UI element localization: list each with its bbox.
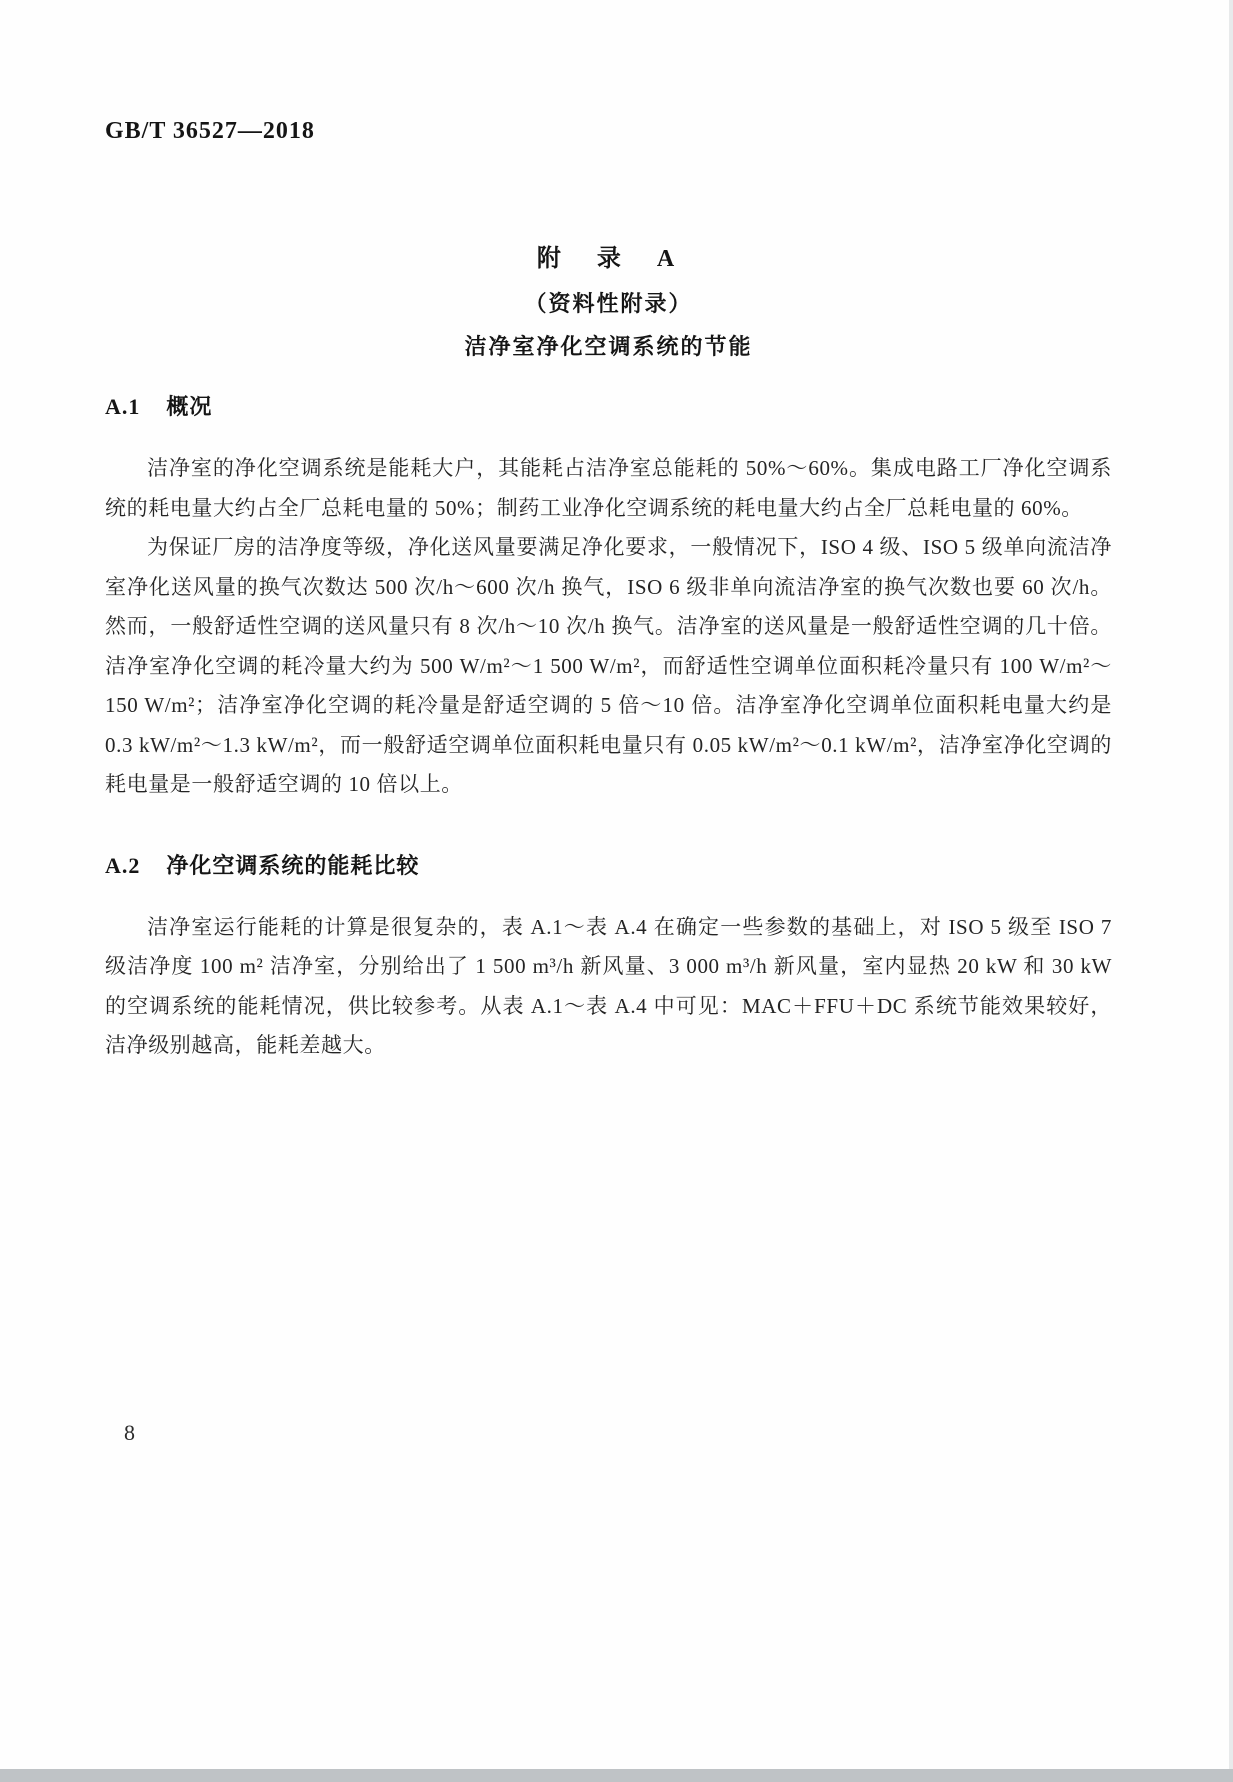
paragraph: 洁净室运行能耗的计算是很复杂的，表 A.1～表 A.4 在确定一些参数的基础上，对 ISO 5 级至 ISO 7 级洁净度 100 m² 洁净室，分别给出了 1 500 m³/h 新风量、3 000 m³/h 新风量，室内显热 20 kW 和 30 kW 的空调系统的能耗情况，供比较参考。从表 A.1～表 A.4 中可见：MAC＋FFU＋DC 系统节能效果较好，洁净级别越高，能耗差越大。 [105, 914, 1112, 1057]
document-body [105, 390, 1112, 1066]
appendix-subtitle: （资料性附录） [524, 291, 693, 316]
standard-number: GB/T 36527—2018 [105, 118, 315, 144]
section-heading-a2 [105, 849, 1112, 880]
section-heading-a1 [105, 390, 1112, 421]
section-title: 净化空调系统的能耗比较 [166, 852, 420, 878]
section-title: 概况 [166, 394, 213, 419]
appendix-title: 附 录 A [536, 246, 681, 272]
page-number: 8 [124, 1420, 135, 1445]
scan-edge-strip [0, 1769, 1233, 1782]
scan-edge-shade [1229, 0, 1233, 1782]
paragraph: 为保证厂房的洁净度等级，净化送风量要满足净化要求，一般情况下，ISO 4 级、ISO 5 级单向流洁净室净化送风量的换气次数达 500 次/h～600 次/h 换气，ISO 6 级非单向流洁净室的换气次数也要 60 次/h。然而，一般舒适性空调的送风量只有 8 次/h～10 次/h 换气。洁净室的送风量是一般舒适性空调的几十倍。洁净室净化空调的耗冷量大约为 500 W/m²～1 500 W/m²，而舒适性空调单位面积耗冷量只有 100 W/m²～150 W/m²；洁净室净化空调的耗冷量是舒适空调的 5 倍～10 倍。洁净室净化空调单位面积耗电量大约是 0.3 kW/m²～1.3 kW/m²，而一般舒适空调单位面积耗电量只有 0.05 kW/m²～0.1 kW/m²，洁净室净化空调的耗电量是一般舒适空调的 10 倍以上。 [105, 535, 1113, 796]
appendix-title-block [105, 238, 1112, 373]
section-number: A.2 [105, 852, 141, 878]
appendix-topic: 洁净室净化空调系统的节能 [464, 334, 753, 359]
section-number: A.1 [105, 394, 141, 419]
paragraph: 洁净室的净化空调系统是能耗大户，其能耗占洁净室总能耗的 50%～60%。集成电路工厂净化空调系统的耗电量大约占全厂总耗电量的 50%；制药工业净化空调系统的耗电量大约占全厂总耗电量的 60%。 [105, 456, 1112, 520]
